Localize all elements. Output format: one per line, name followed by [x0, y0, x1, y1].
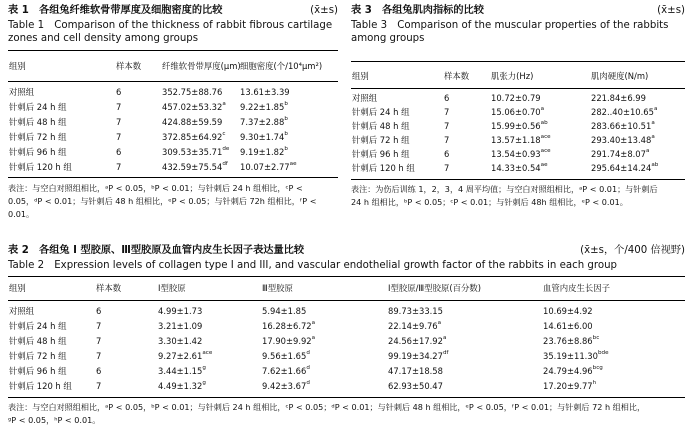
value-cell: 5.94±1.85 — [262, 306, 307, 316]
header-cell: Ⅰ型胶原/Ⅲ型胶原(百分数) — [388, 283, 481, 293]
header-cell: 组别 — [9, 283, 26, 293]
table-row — [8, 116, 338, 129]
group-cell: 针刺后 96 h 组 — [9, 366, 67, 376]
table-row — [8, 365, 685, 378]
header-cell: 纤维软骨带厚度(μm) — [162, 61, 241, 71]
value-cell: 13.54±0.93$^{ace}$ — [491, 148, 551, 159]
table-1-bottom-rule — [8, 177, 338, 178]
value-cell: 9.30±1.74$^b$ — [240, 131, 288, 142]
value-cell: 293.40±13.48$^a$ — [591, 134, 655, 145]
n-cell: 6 — [444, 149, 450, 159]
header-cell: 组别 — [352, 71, 369, 81]
group-cell: 针刺后 120 h 组 — [9, 162, 72, 172]
value-cell: 9.19±1.82$^b$ — [240, 146, 288, 157]
table-row — [8, 320, 685, 333]
value-cell: 282..40±10.65$^a$ — [591, 106, 658, 117]
value-cell: 23.76±8.86$^{bc}$ — [543, 335, 600, 346]
value-cell: 432.59±75.54$^{df}$ — [162, 161, 228, 172]
value-cell: 3.30±1.42 — [158, 336, 203, 346]
n-cell: 6 — [96, 306, 102, 316]
value-cell: 295.64±14.24$^{ab}$ — [591, 162, 659, 173]
table-3-title-en-line2: among groups — [351, 33, 425, 44]
table-row — [351, 106, 685, 119]
header-cell: 样本数 — [96, 283, 122, 293]
table-row — [8, 161, 338, 174]
header-cell: 肌张力(Hz) — [491, 71, 534, 81]
group-cell: 对照组 — [352, 93, 378, 103]
table-3-bottom-rule — [351, 179, 685, 180]
table-2-note-line1: 表注：与空白对照组相比，ᵃP < 0.05，ᵇP < 0.01；与针刺后 24 h 组相比，ᶜP < 0.05；ᵈP < 0.01；与针刺后 48 h 组相比，ᵉP < 0.05，ᶠP < 0.01；与针刺后 72 h 组相比， — [8, 402, 646, 412]
value-cell: 13.61±3.39 — [240, 87, 290, 97]
n-cell: 7 — [116, 132, 122, 142]
table-2 — [8, 244, 685, 436]
value-cell: 17.20±9.77$^h$ — [543, 380, 597, 391]
header-cell: Ⅰ型胶原 — [158, 283, 186, 293]
group-cell: 针刺后 72 h 组 — [9, 132, 67, 142]
table-row — [8, 380, 685, 393]
table-2-stat-label: (x̄±s，个/400 倍视野) — [580, 245, 685, 256]
value-cell: 9.22±1.85$^b$ — [240, 101, 288, 112]
n-cell: 7 — [116, 102, 122, 112]
group-cell: 针刺后 96 h 组 — [9, 147, 67, 157]
table-3-stat-label: (x̄±s) — [657, 5, 685, 16]
n-cell: 7 — [116, 117, 122, 127]
table-row — [8, 86, 338, 99]
value-cell: 283.66±10.51$^a$ — [591, 120, 655, 131]
n-cell: 7 — [96, 351, 102, 361]
table-1-header-row — [8, 60, 338, 73]
value-cell: 24.56±17.92$^a$ — [388, 335, 447, 346]
table-1-top-rule — [8, 50, 338, 51]
value-cell: 24.79±4.96$^{bcg}$ — [543, 365, 603, 376]
value-cell: 13.57±1.18$^{ace}$ — [491, 134, 551, 145]
table-row — [8, 335, 685, 348]
value-cell: 10.69±4.92 — [543, 306, 593, 316]
table-3-title-en-line1: Table 3 Comparison of the muscular properties of the rabbits — [351, 20, 669, 31]
header-cell: 细胞密度(个/10⁴μm²) — [240, 61, 323, 71]
table-row — [8, 350, 685, 363]
table-2-title-zh: 表 2 各组兔 Ⅰ 型胶原、Ⅲ型胶原及血管内皮生长因子表达量比较 — [8, 245, 305, 256]
table-1-header-rule — [8, 81, 338, 82]
header-cell: 样本数 — [444, 71, 470, 81]
table-row — [351, 148, 685, 161]
value-cell: 35.19±11.30$^{bde}$ — [543, 350, 609, 361]
header-cell: 肌肉硬度(N/m) — [591, 71, 649, 81]
value-cell: 221.84±6.99 — [591, 93, 646, 103]
value-cell: 14.33±0.54$^{ae}$ — [491, 162, 548, 173]
value-cell: 457.02±53.32$^a$ — [162, 101, 226, 112]
value-cell: 62.93±50.47 — [388, 381, 443, 391]
header-cell: 组别 — [9, 61, 26, 71]
table-3-top-rule — [351, 61, 685, 62]
value-cell: 352.75±88.76 — [162, 87, 223, 97]
group-cell: 针刺后 120 h 组 — [9, 381, 72, 391]
n-cell: 7 — [444, 135, 450, 145]
value-cell: 4.99±1.73 — [158, 306, 203, 316]
value-cell: 15.06±0.70$^a$ — [491, 106, 545, 117]
table-3-title-zh: 表 3 各组兔肌肉指标的比较 — [351, 5, 484, 16]
value-cell: 291.74±8.07$^a$ — [591, 148, 650, 159]
header-cell: Ⅲ型胶原 — [262, 283, 293, 293]
table-3 — [351, 4, 685, 216]
group-cell: 针刺后 48 h 组 — [9, 117, 67, 127]
value-cell: 7.37±2.88$^b$ — [240, 116, 288, 127]
n-cell: 7 — [444, 107, 450, 117]
value-cell: 10.72±0.79 — [491, 93, 541, 103]
group-cell: 针刺后 24 h 组 — [352, 107, 410, 117]
table-3-header-rule — [351, 88, 685, 89]
n-cell: 6 — [96, 366, 102, 376]
table-row — [8, 101, 338, 114]
table-1 — [8, 4, 338, 219]
value-cell: 372.85±64.92$^c$ — [162, 131, 226, 142]
header-cell: 样本数 — [116, 61, 142, 71]
value-cell: 89.73±33.15 — [388, 306, 443, 316]
table-1-title-en-line2: zones and cell density among groups — [8, 33, 199, 44]
group-cell: 针刺后 96 h 组 — [352, 149, 410, 159]
value-cell: 4.49±1.32$^g$ — [158, 380, 206, 391]
value-cell: 22.14±9.76$^a$ — [388, 320, 442, 331]
table-2-note-line2: ᵍP < 0.05，ʰP < 0.01。 — [8, 415, 101, 425]
value-cell: 3.44±1.15$^g$ — [158, 365, 206, 376]
table-2-title-en: Table 2 Expression levels of collagen type I and III, and vascular endothelial growth factor of the rabbits in each group — [8, 260, 618, 271]
value-cell: 424.88±59.59 — [162, 117, 223, 127]
group-cell: 针刺后 48 h 组 — [9, 336, 67, 346]
table-row — [8, 146, 338, 159]
group-cell: 针刺后 48 h 组 — [352, 121, 410, 131]
table-3-note-line2: 24 h 组相比，ᵇP < 0.05；ᶜP < 0.01；与针刺后 48h 组相比，ᵉP < 0.01。 — [351, 197, 628, 207]
value-cell: 47.17±18.58 — [388, 366, 443, 376]
table-1-title-en-line1: Table 1 Comparison of the thickness of rabbit fibrous cartilage — [8, 20, 333, 31]
value-cell: 9.56±1.65$^d$ — [262, 350, 310, 361]
n-cell: 7 — [96, 381, 102, 391]
group-cell: 对照组 — [9, 87, 35, 97]
value-cell: 9.27±2.61$^{ace}$ — [158, 350, 213, 361]
group-cell: 针刺后 24 h 组 — [9, 102, 67, 112]
value-cell: 7.62±1.66$^d$ — [262, 365, 310, 376]
value-cell: 3.21±1.09 — [158, 321, 203, 331]
n-cell: 7 — [96, 321, 102, 331]
table-row — [8, 305, 685, 318]
table-3-note-line1: 表注：为伤后训练 1，2，3，4 周平均值；与空白对照组相比，ᵃP < 0.01；与针刺后 — [351, 184, 658, 194]
group-cell: 针刺后 72 h 组 — [9, 351, 67, 361]
value-cell: 10.07±2.77$^{ae}$ — [240, 161, 297, 172]
table-2-bottom-rule — [8, 397, 685, 398]
n-cell: 6 — [116, 147, 122, 157]
table-row — [351, 162, 685, 175]
n-cell: 7 — [96, 336, 102, 346]
value-cell: 309.53±35.71de — [162, 146, 230, 157]
table-1-note-line2: 0.05，ᵈP < 0.01；与针刺后 48 h 组相比，ᵉP < 0.05；与针刺后 72h 组相比，ᶠP < — [8, 196, 317, 206]
value-cell: 17.90±9.92$^a$ — [262, 335, 316, 346]
table-1-note-line3: 0.01。 — [8, 209, 35, 219]
table-2-header-rule — [8, 300, 685, 301]
value-cell: 15.99±0.56$^{ab}$ — [491, 120, 548, 131]
n-cell: 7 — [444, 121, 450, 131]
n-cell: 7 — [444, 163, 450, 173]
group-cell: 针刺后 120 h 组 — [352, 163, 415, 173]
table-1-note-line1: 表注：与空白对照组相比，ᵃP < 0.05，ᵇP < 0.01；与针刺后 24 h 组相比，ᶜP < — [8, 183, 303, 193]
table-row — [351, 134, 685, 147]
value-cell: 99.19±34.27$^{df}$ — [388, 350, 449, 361]
group-cell: 针刺后 72 h 组 — [352, 135, 410, 145]
table-row — [351, 92, 685, 105]
value-cell: 14.61±6.00 — [543, 321, 593, 331]
group-cell: 对照组 — [9, 306, 35, 316]
table-1-title-zh: 表 1 各组兔纤维软骨带厚度及细胞密度的比较 — [8, 5, 223, 16]
value-cell: 9.42±3.67$^d$ — [262, 380, 310, 391]
n-cell: 7 — [116, 162, 122, 172]
group-cell: 针刺后 24 h 组 — [9, 321, 67, 331]
table-1-stat-label: (x̄±s) — [310, 5, 338, 16]
table-2-top-rule — [8, 276, 685, 277]
table-2-header-row — [8, 282, 685, 295]
table-row — [351, 120, 685, 133]
table-row — [8, 131, 338, 144]
n-cell: 6 — [444, 93, 450, 103]
header-cell: 血管内皮生长因子 — [543, 283, 610, 293]
value-cell: 16.28±6.72$^a$ — [262, 320, 316, 331]
n-cell: 6 — [116, 87, 122, 97]
table-3-header-row — [351, 70, 685, 83]
